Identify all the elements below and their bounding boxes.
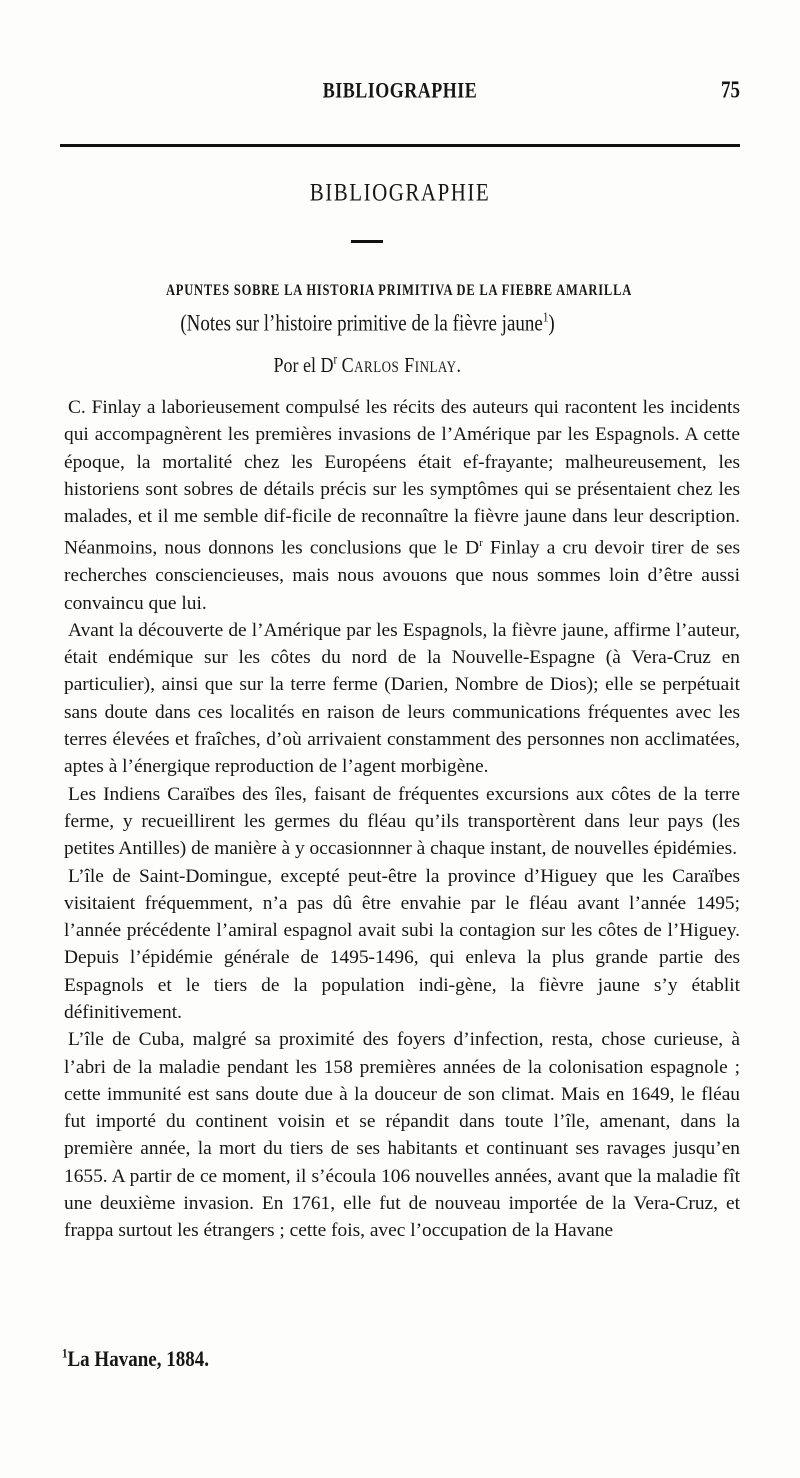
paragraph-text: Finlay a cru devoir tirer de ses recherches consciencieuses, mais nous avouons que nous sommes loin d’être aussi convaincu que lui. [64, 537, 740, 614]
footnote-reference: 1 [542, 310, 549, 326]
running-head [60, 77, 740, 110]
running-title: BIBLIOGRAPHIE [322, 77, 478, 103]
byline-prefix: Por el D [273, 352, 334, 377]
paragraph: L’île de Saint-Domingue, excepté peut-être la province d’Higuey que les Caraïbes visitaient fréquemment, n’a pas dû être envahie par le fléau avant l’année 1495; l’année précédente l’amiral espagnol avait subi la contagion sur les côtes de l’Higuey. Depuis l’épidémie générale de 1495-1496, qui enleva la plus grande partie des Espagnols et le tiers de la population indi-gène, la fièvre jaune s’y établit définitivement. [64, 865, 740, 1023]
byline-sup: r [333, 352, 338, 368]
footnote-mark: 1 [62, 1347, 68, 1362]
byline-author: Carlos Finlay. [341, 352, 462, 377]
footnote-text: La Havane, 1884. [67, 1347, 209, 1372]
article-subtitle [0, 311, 735, 338]
paragraph: Avant la découverte de l’Amérique par les Espagnols, la fièvre jaune, affirme l’auteur, était endémique sur les côtes du nord de la Nouvelle-Espagne (à Vera-Cruz en particulier), ainsi que sur la terre ferme (Darien, Nombre de Dios); elle se perpétuait sans doute dans ces localités en raison de leurs communications fréquentes avec les terres élevées et fraîches, d’où arrivaient constamment des personnes non acclimatées, aptes à l’énergique reproduction de l’agent morbigène. [64, 619, 740, 778]
article-title: APUNTES SOBRE LA HISTORIA PRIMITIVA DE LA FIEBRE AMARILLA [165, 281, 633, 299]
paragraph: Les Indiens Caraïbes des îles, faisant de fréquentes excursions aux côtes de la terre ferme, y recueillirent les germes du fléau qu’ils transportèrent dans leur pays (les petites Antilles) de manière à y occasionnner à chaque instant, de nouvelles épidémies. [64, 783, 740, 860]
section-title: BIBLIOGRAPHIE [309, 177, 491, 207]
page-number: 75 [721, 77, 740, 104]
paragraph: L’île de Cuba, malgré sa proximité des foyers d’infection, resta, chose curieuse, à l’abri de la maladie pendant les 158 premières années de la colonisation espagnole ; cette immunité est sans doute due à la douceur de son climat. Mais en 1649, le fléau fut importé du continent voisin et se répandit dans toute l’île, amenant, dans la première année, la mort du tiers de ses habitants et continuant ses ravages jusqu’en 1655. A partir de ce moment, il s’écoula 106 nouvelles années, avant que la maladie fît une deuxième invasion. En 1761, elle fut de nouveau importée de la Vera-Cruz, et frappa surtout les étrangers ; cette fois, avec l’occupation de la Havane [64, 1029, 740, 1242]
body-text [64, 394, 740, 1245]
section-divider [351, 240, 383, 243]
byline [0, 353, 735, 378]
header-rule [60, 144, 740, 147]
footnote [62, 1347, 462, 1373]
paragraph-sup: r [479, 537, 483, 550]
paragraph [64, 394, 740, 617]
paragraph-text: C. Finlay a laborieusement compulsé les récits des auteurs qui racontent les incidents qui accompagnèrent les premières invasions de l’Amérique par les Espagnols. A cette époque, la mortalité chez les Européens était ef-frayante; malheureusement, les historiens sont sobres de détails précis sur les symptômes qui se présentaient chez les malades, et il me semble dif-ficile de reconnaître la fièvre jaune dans leur description. Néanmoins, nous donnons les conclusions que le D [64, 397, 740, 559]
subtitle-text: (Notes sur l’histoire primitive de la fièvre jaune [180, 311, 543, 337]
subtitle-close: ) [548, 311, 555, 337]
